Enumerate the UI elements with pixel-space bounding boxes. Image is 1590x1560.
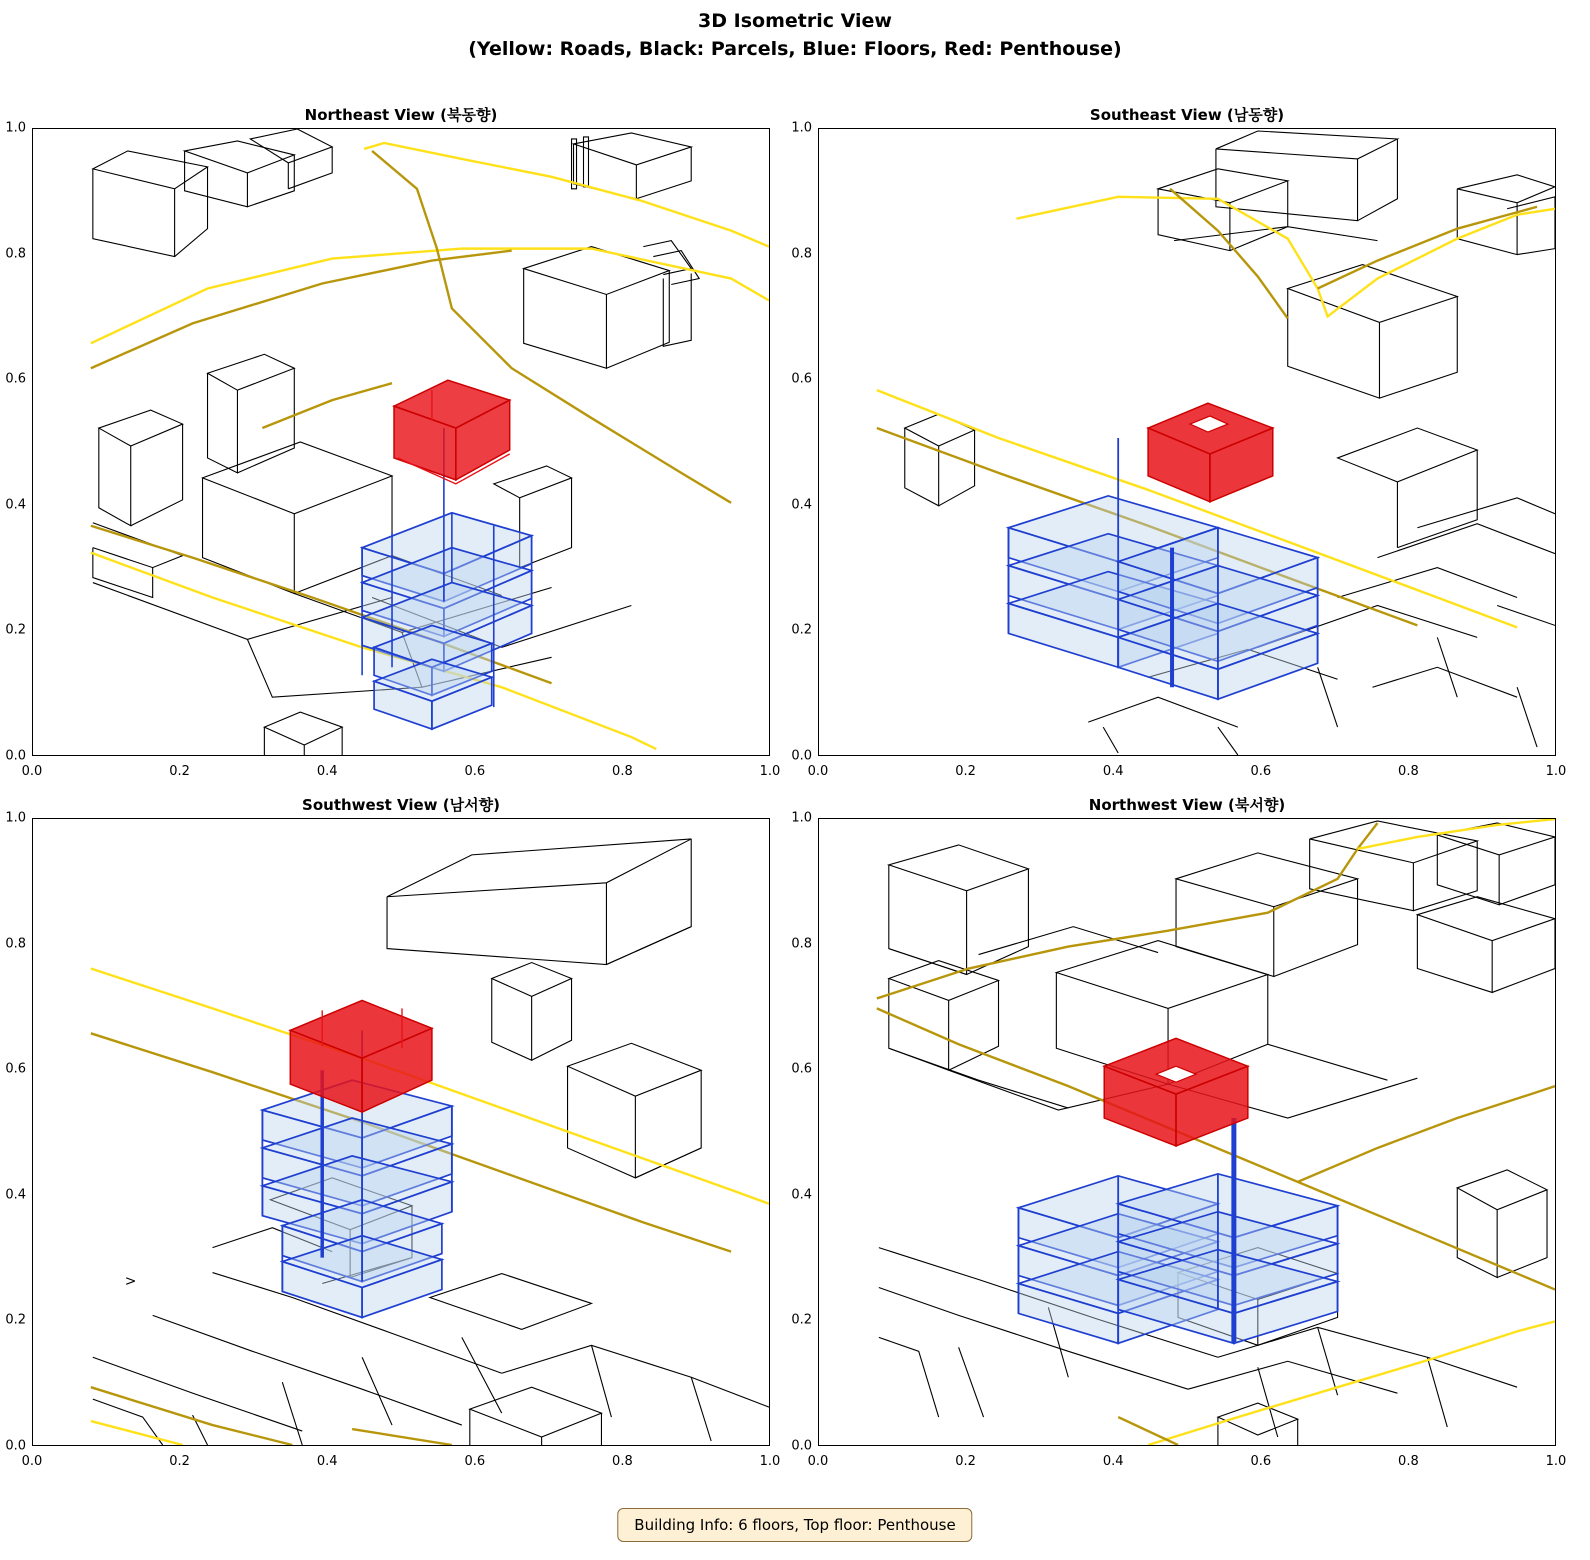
y-tick-label: 0.6	[791, 371, 812, 387]
panel-northeast	[5, 106, 781, 779]
panel-northeast-title: Northeast View (북동향)	[304, 106, 498, 124]
y-tick-label: 0.4	[5, 497, 26, 513]
y-tick-label: 1.0	[5, 120, 26, 136]
panel-northwest-title: Northwest View (북서향)	[1088, 796, 1286, 814]
panel-southwest-axes[interactable]	[32, 818, 770, 1446]
x-tick-label: 0.8	[612, 764, 633, 779]
x-tick-label: 0.2	[169, 764, 190, 779]
y-tick-label: 0.0	[5, 748, 26, 764]
panel-southwest-title: Southwest View (남서향)	[302, 796, 500, 814]
x-tick-label: 1.0	[1545, 1454, 1567, 1469]
y-tick-label: 0.0	[791, 748, 812, 764]
y-tick-label: 0.2	[791, 1312, 812, 1328]
x-tick-label: 0.0	[807, 764, 829, 779]
building-info-box	[617, 1508, 972, 1542]
y-tick-label: 0.8	[5, 246, 26, 262]
svg-text:>: >	[124, 1273, 137, 1290]
x-tick-label: 0.0	[21, 1454, 43, 1469]
x-tick-label: 0.2	[955, 1454, 976, 1469]
y-tick-label: 0.2	[791, 622, 812, 638]
x-tick-label: 0.6	[464, 1454, 486, 1469]
y-tick-label: 0.8	[5, 936, 26, 952]
y-tick-label: 0.4	[791, 1187, 812, 1203]
x-tick-label: 0.0	[807, 1454, 829, 1469]
x-tick-label: 0.8	[1398, 764, 1419, 779]
panel-northwest-axes[interactable]	[818, 818, 1556, 1446]
y-tick-label: 0.6	[5, 371, 26, 387]
x-tick-label: 1.0	[1545, 764, 1567, 779]
x-tick-label: 0.4	[1102, 764, 1124, 779]
x-tick-label: 0.0	[21, 764, 43, 779]
panel-southeast-axes[interactable]	[818, 128, 1556, 756]
x-tick-label: 0.8	[612, 1454, 633, 1469]
y-tick-label: 1.0	[791, 810, 812, 826]
y-tick-label: 0.8	[791, 936, 812, 952]
y-tick-label: 0.2	[5, 1312, 26, 1328]
y-tick-label: 0.2	[5, 622, 26, 638]
x-tick-label: 1.0	[759, 764, 781, 779]
y-tick-label: 0.0	[5, 1438, 26, 1454]
panel-southeast	[791, 106, 1567, 779]
x-tick-label: 0.2	[955, 764, 976, 779]
y-tick-label: 0.4	[791, 497, 812, 513]
x-tick-label: 1.0	[759, 1454, 781, 1469]
y-tick-label: 0.6	[5, 1061, 26, 1077]
x-tick-label: 0.4	[1102, 1454, 1124, 1469]
x-tick-label: 0.2	[169, 1454, 190, 1469]
figure-suptitle	[0, 8, 1590, 63]
y-tick-label: 1.0	[791, 120, 812, 136]
x-tick-label: 0.4	[316, 764, 338, 779]
panel-southeast-title: Southeast View (남동향)	[1089, 106, 1285, 124]
suptitle-line-2: (Yellow: Roads, Black: Parcels, Blue: Floors, Red: Penthouse)	[468, 37, 1122, 60]
panel-northwest	[791, 796, 1567, 1469]
y-tick-label: 0.8	[791, 246, 812, 262]
x-tick-label: 0.8	[1398, 1454, 1419, 1469]
x-tick-label: 0.4	[316, 1454, 338, 1469]
x-tick-label: 0.6	[464, 764, 486, 779]
panel-southwest	[5, 796, 781, 1469]
y-tick-label: 0.4	[5, 1187, 26, 1203]
building-info-label: Building Info: 6 floors, Top floor: Penthouse	[634, 1516, 956, 1534]
y-tick-label: 0.6	[791, 1061, 812, 1077]
panel-northeast-axes[interactable]	[32, 128, 770, 756]
x-tick-label: 0.6	[1250, 764, 1272, 779]
y-tick-label: 1.0	[5, 810, 26, 826]
suptitle-line-1: 3D Isometric View	[698, 10, 892, 32]
x-tick-label: 0.6	[1250, 1454, 1272, 1469]
y-tick-label: 0.0	[791, 1438, 812, 1454]
